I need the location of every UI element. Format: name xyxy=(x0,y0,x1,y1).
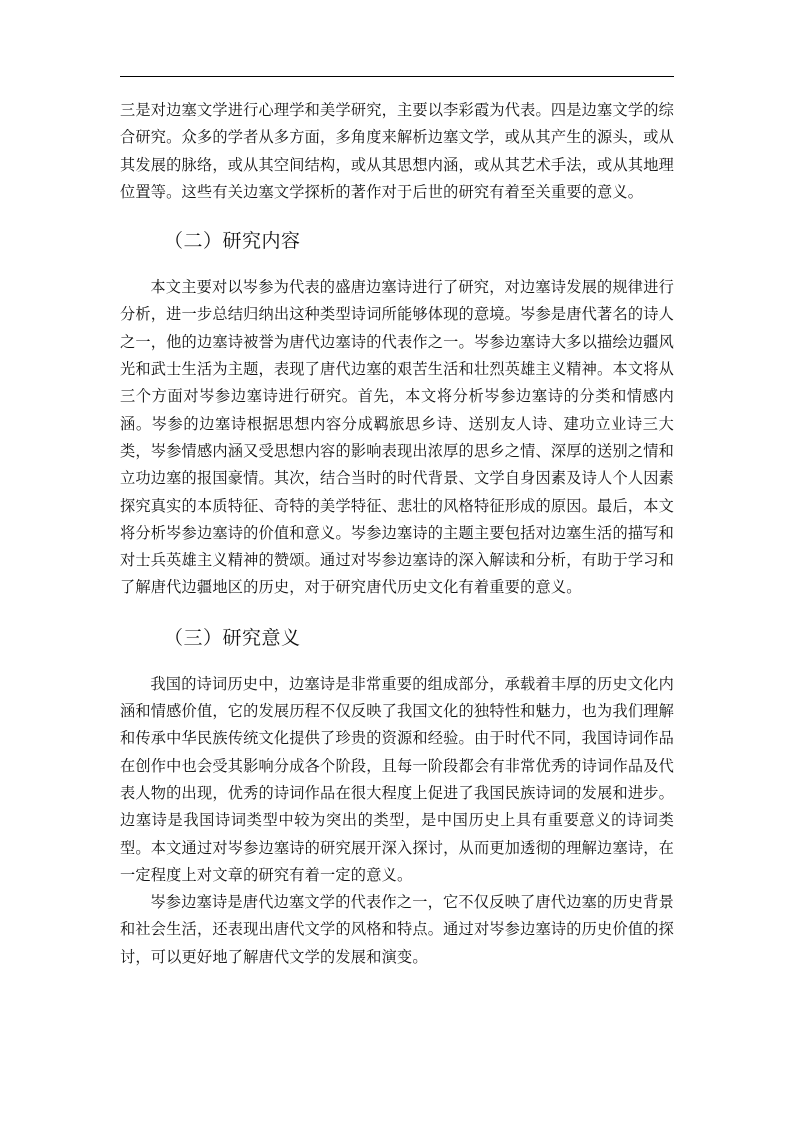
section-heading-research-content: （二）研究内容 xyxy=(164,230,301,253)
intro-paragraph: 三是对边塞文学进行心理学和美学研究，主要以李彩霞为代表。四是边塞文学的综合研究。众多的学者从多方面，多角度来解析边塞文学，或从其产生的源头，或从其发展的脉络，或从其空间结构，或从其思想内涵，或从其艺术手法，或从其地理位置等。这些有关边塞文学探析的著作对于后世的研究有着至关重要的意义。 xyxy=(120,101,674,201)
header-rule xyxy=(120,76,674,77)
research-significance-paragraph-2: 岑参边塞诗是唐代边塞文学的代表作之一，它不仅反映了唐代边塞的历史背景和社会生活，还表现出唐代文学的风格和特点。通过对岑参边塞诗的历史价值的探讨，可以更好地了解唐代文学的发展和演变。 xyxy=(120,893,674,966)
page-body xyxy=(120,97,674,971)
research-significance-paragraph-1: 我国的诗词历史中，边塞诗是非常重要的组成部分，承载着丰厚的历史文化内涵和情感价值，它的发展历程不仅反映了我国文化的独特性和魅力，也为我们理解和传承中华民族传统文化提供了珍贵的资源和经验。由于时代不同，我国诗词作品在创作中也会受其影响分成各个阶段，且每一阶段都会有非常优秀的诗词作品及代表人物的出现，优秀的诗词作品在很大程度上促进了我国民族诗词的发展和进步。边塞诗是我国诗词类型中较为突出的类型，是中国历史上具有重要意义的诗词类型。本文通过对岑参边塞诗的研究展开深入探讨，从而更加透彻的理解边塞诗，在一定程度上对文章的研究有着一定的意义。 xyxy=(120,674,674,884)
research-content-paragraph: 本文主要对以岑参为代表的盛唐边塞诗进行了研究，对边塞诗发展的规律进行分析，进一步总结归纳出这种类型诗词所能够体现的意境。岑参是唐代著名的诗人之一，他的边塞诗被誉为唐代边塞诗的代表作之一。岑参边塞诗大多以描绘边疆风光和武士生活为主题，表现了唐代边塞的艰苦生活和壮烈英雄主义精神。本文将从三个方面对岑参边塞诗进行研究。首先，本文将分析岑参边塞诗的分类和情感内涵。岑参的边塞诗根据思想内容分成羁旅思乡诗、送别友人诗、建功立业诗三大类，岑参情感内涵又受思想内容的影响表现出浓厚的思乡之情、深厚的送别之情和立功边塞的报国豪情。其次，结合当时的时代背景、文学自身因素及诗人个人因素探究真实的本质特征、奇特的美学特征、悲壮的风格特征形成的原因。最后，本文将分析岑参边塞诗的价值和意义。岑参边塞诗的主题主要包括对边塞生活的描写和对士兵英雄主义精神的赞颂。通过对岑参边塞诗的深入解读和分析，有助于学习和了解唐代边疆地区的历史，对于研究唐代历史文化有着重要的意义。 xyxy=(120,278,674,597)
section-heading-research-significance: （三）研究意义 xyxy=(164,626,301,649)
